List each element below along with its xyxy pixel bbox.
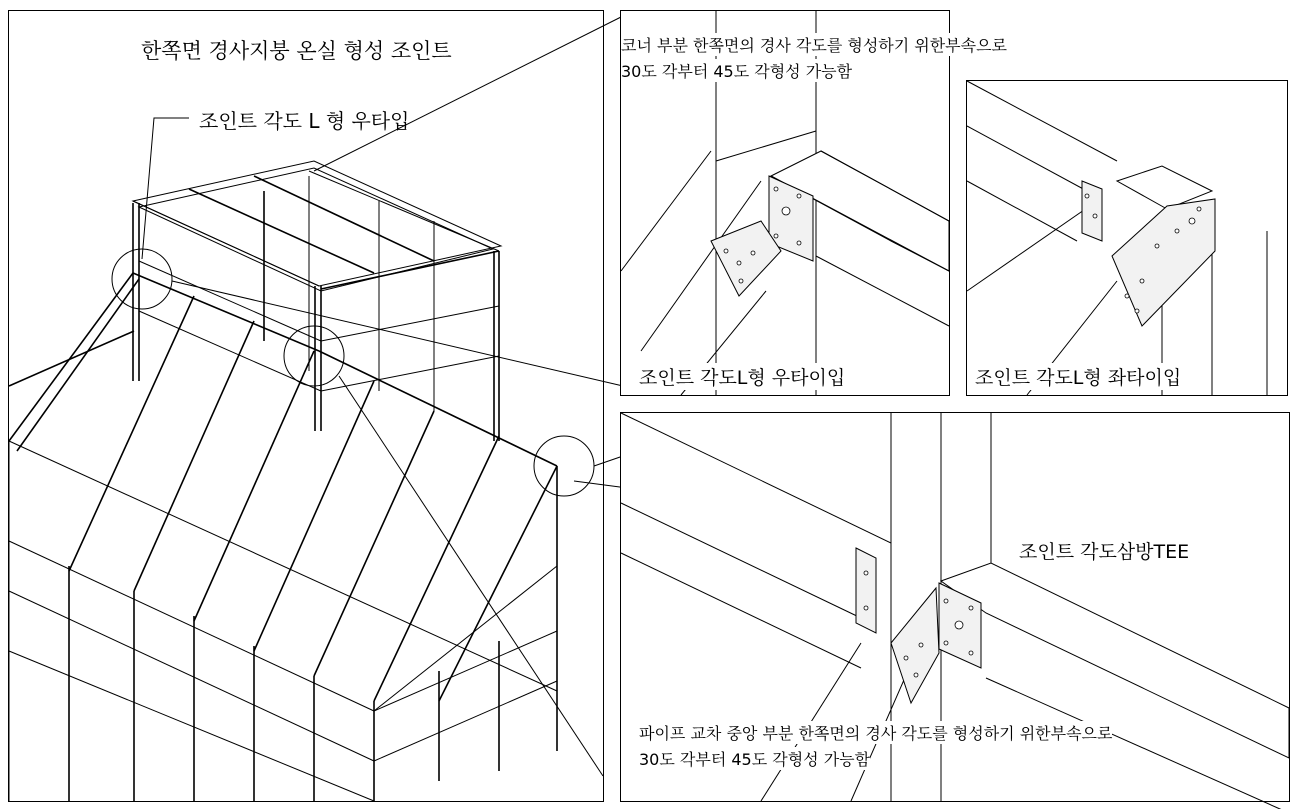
detail-left-type-panel (966, 80, 1288, 396)
lower-frame-grid (9, 441, 557, 801)
tee-description-line1: 파이프 교차 중앙 부분 한쪽면의 경사 각도를 형성하기 위한부속으로 (639, 721, 1112, 744)
upper-roof-frame (133, 161, 501, 391)
callout-right-type-label: 조인트 각도 L 형 우타입 (199, 109, 410, 133)
tee-description-line2: 30도 각부터 45도 각형성 가능함 (639, 747, 870, 770)
detail-tee-panel (620, 412, 1290, 802)
sloped-roof-members (9, 273, 557, 701)
detail-right-type-panel (620, 10, 1008, 396)
joint-plate-vertical (1082, 181, 1102, 241)
right-type-label: 조인트 각도L형 우타이입 (639, 363, 845, 390)
joint-plate-left (856, 548, 876, 633)
main-drawing-panel (8, 10, 604, 802)
tee-label: 조인트 각도삼방TEE (1019, 537, 1189, 564)
joint-left-type-drawing (967, 81, 1287, 395)
corner-description-line1: 코너 부분 한쪽면의 경사 각도를 형성하기 위한부속으로 (621, 33, 1007, 56)
corner-description-line2: 30도 각부터 45도 각형성 가능함 (621, 59, 852, 82)
main-drawing-title: 한쪽면 경사지붕 온실 형성 조인트 (141, 39, 452, 63)
left-type-label: 조인트 각도L형 좌타이입 (975, 363, 1181, 390)
joint-plate-sloped (1112, 199, 1215, 326)
joint-plate-sloped (891, 588, 939, 703)
